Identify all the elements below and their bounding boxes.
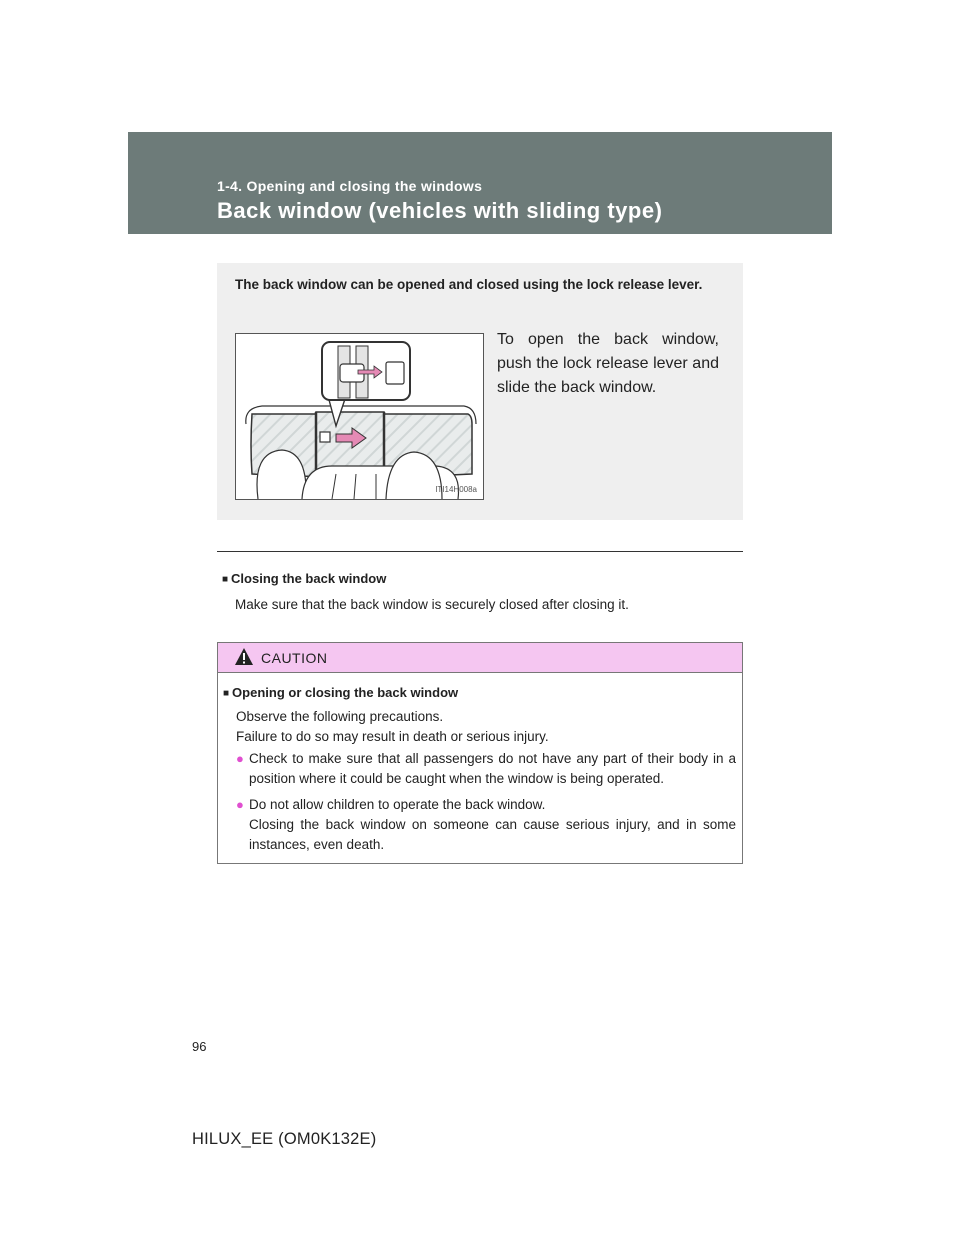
caution-bullet-2-text: Do not allow children to operate the back window. [249, 797, 546, 812]
page-number: 96 [192, 1039, 207, 1054]
footer-manual-code: HILUX_EE (OM0K132E) [192, 1130, 377, 1148]
square-bullet-icon: ■ [222, 574, 229, 585]
caution-box [217, 642, 743, 864]
closing-heading [222, 571, 386, 586]
warning-icon [234, 647, 254, 666]
round-bullet-icon: ● [236, 751, 244, 766]
window-diagram [236, 334, 483, 499]
caution-bullet-1 [236, 749, 736, 789]
caution-title: Opening or closing the back window [232, 685, 459, 700]
square-bullet-icon: ■ [223, 688, 230, 699]
intro-box [217, 263, 743, 520]
figure-code: ITI14H008a [435, 485, 477, 494]
closing-body: Make sure that the back window is securely closed after closing it. [235, 597, 629, 612]
back-window-illustration [235, 333, 484, 500]
figure-description: To open the back window, push the lock release lever and slide the back window. [497, 331, 719, 396]
caution-line-1: Observe the following precautions. [236, 709, 444, 724]
closing-title: Closing the back window [231, 571, 387, 586]
page-title: Back window (vehicles with sliding type) [217, 198, 663, 223]
caution-header [218, 643, 742, 673]
caution-title-row [223, 685, 458, 700]
caution-bullet-2-text2: Closing the back window on someone can cause serious injury, and in some instances, even death. [249, 817, 736, 852]
caution-bullet-1-text: Check to make sure that all passengers do not have any part of their body in a position where it could be caught when the window is being operated. [249, 751, 736, 786]
caution-line-2: Failure to do so may result in death or serious injury. [236, 729, 549, 744]
caution-bullet-2 [236, 795, 736, 855]
round-bullet-icon: ● [236, 797, 244, 812]
intro-text: The back window can be opened and closed using the lock release lever. [235, 277, 703, 292]
section-header [128, 132, 832, 234]
caution-label: CAUTION [261, 650, 328, 666]
section-divider [217, 551, 743, 552]
section-title: 1-4. Opening and closing the windows [217, 178, 483, 194]
